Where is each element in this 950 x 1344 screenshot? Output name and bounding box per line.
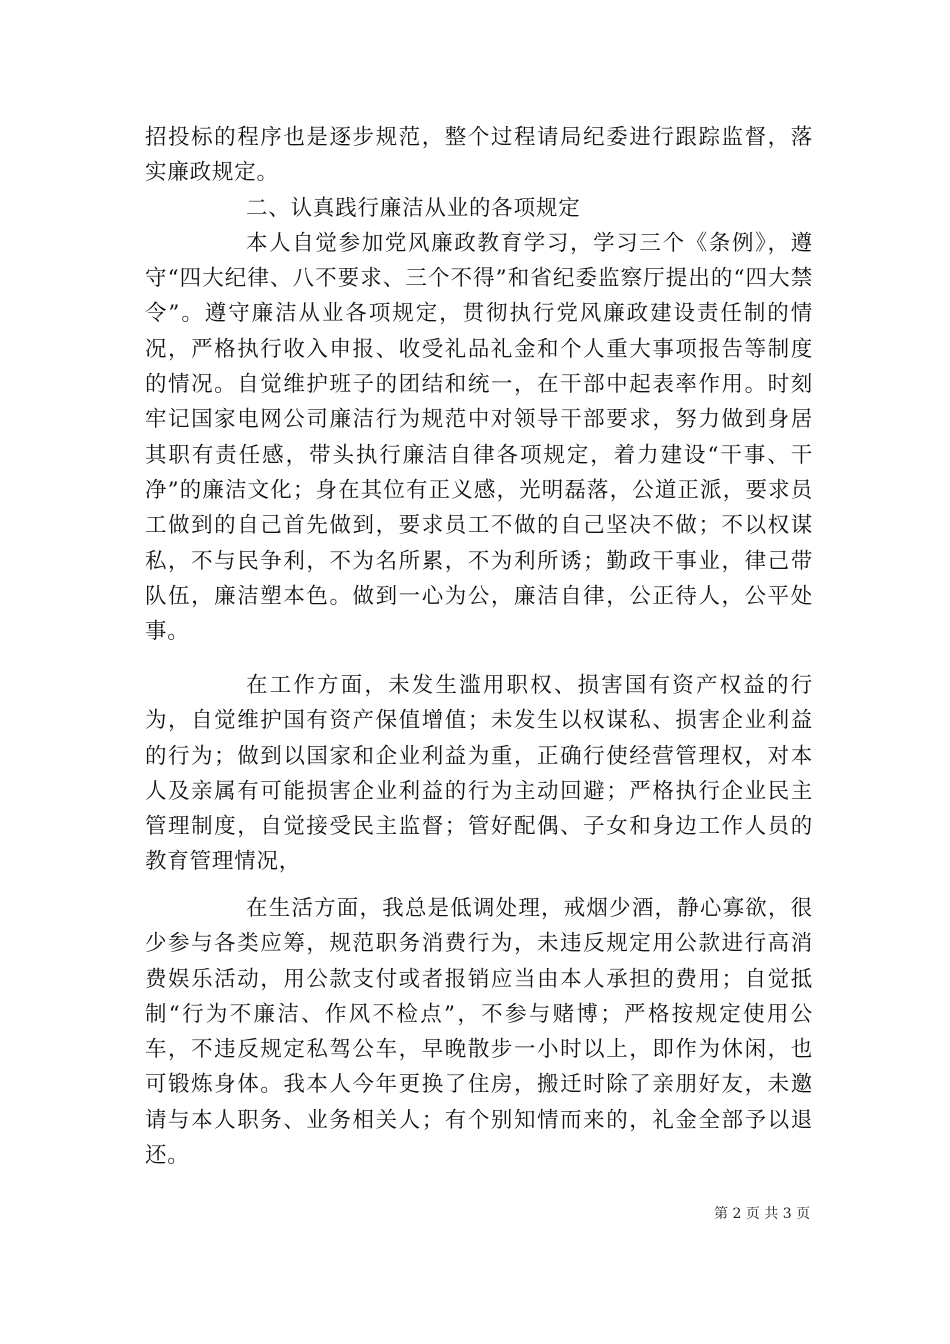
continued-paragraph: 招投标的程序也是逐步规范，整个过程请局纪委进行跟踪监督，落实廉政规定。 — [145, 125, 813, 186]
page-number: 第 2 页 共 3 页 — [714, 1206, 811, 1222]
text-block-life — [145, 891, 813, 1173]
paragraph-integrity-rules: 本人自觉参加党风廉政教育学习，学习三个《条例》，遵守“四大纪律、八不要求、三个不得”和省纪委监察厅提出的“四大禁令”。遵守廉洁从业各项规定，贯彻执行党风廉政建设责任制的情况，严格执行收入申报、收受礼品礼金和个人重大事项报告等制度的情况。自觉维护班子的团结和统一，在干部中起表率作用。时刻牢记国家电网公司廉洁行为规范中对领导干部要求，努力做到身居其职有责任感，带头执行廉洁自律各项规定，着力建设“干事、干净”的廉洁文化；身在其位有正义感，光明磊落，公道正派，要求员工做到的自己首先做到，要求员工不做的自己坚决不做；不以权谋私，不与民争利，不为名所累，不为利所诱；勤政干事业，律己带队伍，廉洁塑本色。做到一心为公，廉洁自律，公正待人，公平处事。 — [145, 230, 813, 645]
paragraph-work-aspect: 在工作方面，未发生滥用职权、损害国有资产权益的行为，自觉维护国有资产保值增值；未发生以权谋私、损害企业利益的行为；做到以国家和企业利益为重，正确行使经营管理权，对本人及亲属有可能损害企业利益的行为主动回避；严格执行企业民主管理制度，自觉接受民主监督；管好配偶、子女和身边工作人员的教育管理情况， — [145, 673, 813, 875]
text-block-work — [145, 668, 813, 880]
paragraph-life-aspect: 在生活方面，我总是低调处理，戒烟少酒，静心寡欲，很少参与各类应筹，规范职务消费行为，未违反规定用公款进行高消费娱乐活动，用公款支付或者报销应当由本人承担的费用；自觉抵制“行为不廉洁、作风不检点”，不参与赌博；严格按规定使用公车，不违反规定私驾公车，早晚散步一小时以上，即作为休闲，也可锻炼身体。我本人今年更换了住房，搬迁时除了亲朋好友，未邀请与本人职务、业务相关人；有个别知情而来的，礼金全部予以退还。 — [145, 896, 813, 1169]
text-block-upper — [145, 120, 813, 649]
section-heading: 二、认真践行廉洁从业的各项规定 — [246, 195, 581, 221]
